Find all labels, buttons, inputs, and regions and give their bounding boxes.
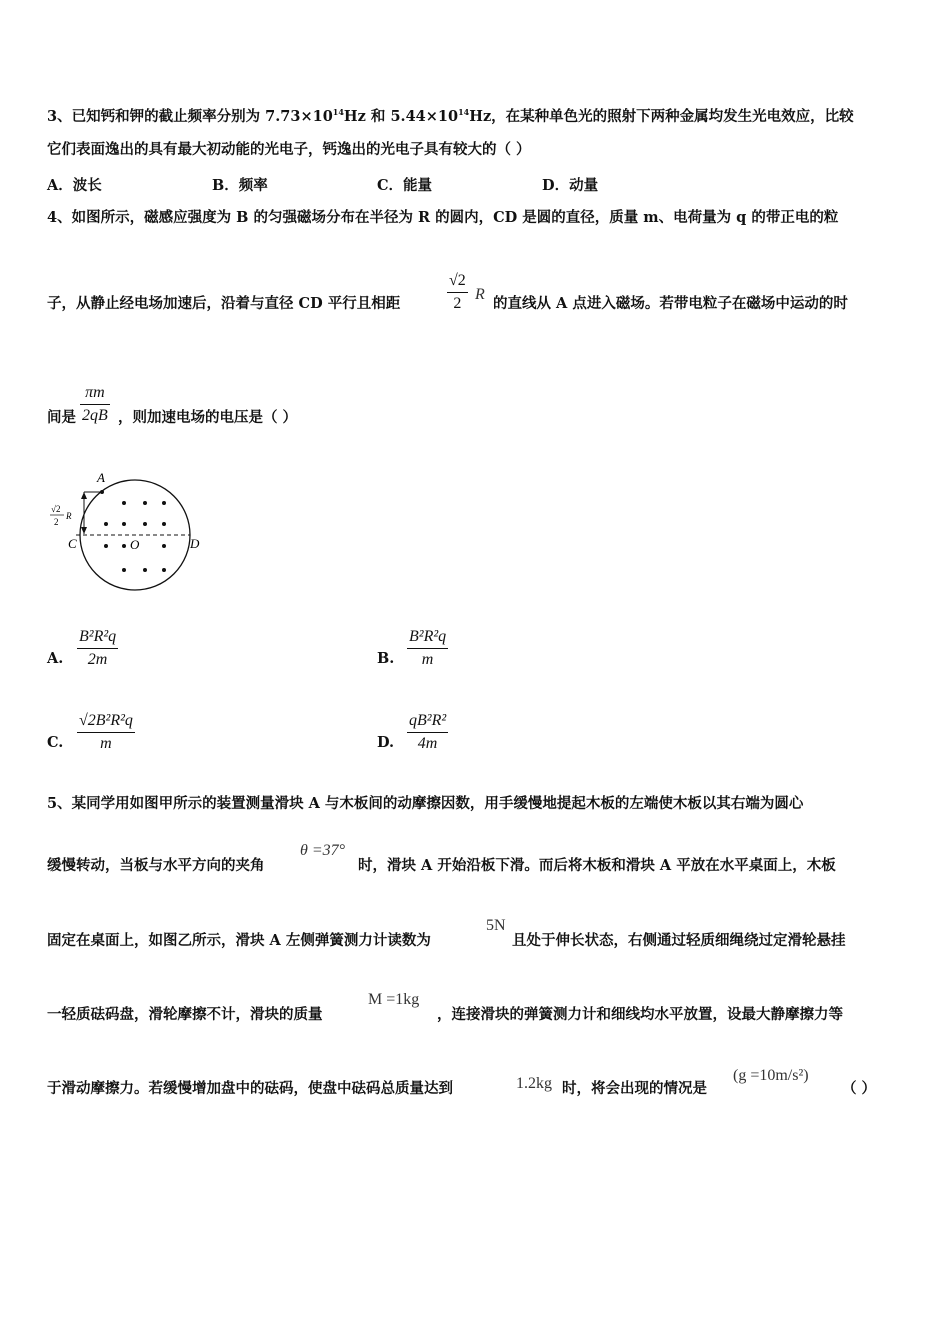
q5-line-2a: 缓慢转动，当板与水平方向的夹角 — [47, 857, 265, 874]
q4-line-3a: 间是 — [47, 409, 76, 426]
q3-option-d: D．动量 — [542, 177, 599, 194]
q4-time-fraction: $\frac{\pi m}{2qB}$ — [82, 384, 108, 424]
q4-line-1: 4、如图所示，磁感应强度为 B 的匀强磁场分布在半径为 R 的圆内，CD 是圆的直径，质量 m、电荷量为 q 的带正电的粒 — [47, 209, 839, 226]
label-d: D — [190, 536, 200, 551]
q3-option-b: B．频率 — [212, 177, 268, 194]
q4-option-a-fraction: $\frac{\text{B²R²q}}{2m}$ — [79, 628, 117, 668]
q5-line-1: 5、某同学用如图甲所示的装置测量滑块 A 与木板间的动摩擦因数，用手缓慢地提起木板的左端使木板以其右端为圆心 — [47, 795, 804, 812]
q4-line-2b: 的直线从 A 点进入磁场。若带电粒子在磁场中运动的时 — [493, 295, 848, 312]
q5-line-3a: 固定在桌面上，如图乙所示，滑块 A 左侧弹簧测力计读数为 — [47, 932, 431, 949]
label-a: A — [97, 470, 105, 485]
q5-line-5b: 时，将会出现的情况是 — [562, 1080, 707, 1097]
q4-option-c-fraction: $\frac{\text{√2B²R²q}}{m}$ — [79, 712, 133, 752]
q5-line-4a: 一轻质砝码盘，滑轮摩擦不计，滑块的质量 — [47, 1006, 323, 1023]
q3-option-c: C．能量 — [377, 177, 433, 194]
label-o: O — [130, 537, 140, 552]
label-c: C — [68, 536, 77, 551]
q5-line-4b: ，连接滑块的弹簧测力计和细线均水平放置，设最大静摩擦力等 — [437, 1006, 843, 1023]
q5-mass: M =1kg — [368, 991, 420, 1008]
dist-label-num: √2 — [51, 504, 61, 514]
q4-line-3b: ，则加速电场的电压是（ ） — [118, 409, 298, 426]
q3-option-a: A．波长 — [47, 177, 102, 194]
q4-option-a-label: A. — [47, 650, 64, 667]
q5-total-mass: 1.2kg — [516, 1075, 552, 1092]
q5-line-3b: 且处于伸长状态，右侧通过轻质细绳绕过定滑轮悬挂 — [512, 932, 846, 949]
magnetic-field-diagram — [44, 468, 214, 598]
q3-line-1: 3、已知钙和钾的截止频率分别为 $7.73\times 10^{14}Hz$ 和 $5.44\times 10^{14}Hz$，在某种单色光的照射下两种金属均发生光电效应，比较 — [47, 107, 854, 125]
q4-distance-var: R — [475, 286, 485, 303]
q4-option-b-fraction: $\frac{\text{B²R²q}}{m}$ — [409, 628, 447, 668]
q4-option-d-label: D. — [377, 734, 395, 751]
dist-label-den: 2 — [54, 517, 59, 527]
q5-line-2b: 时，滑块 A 开始沿板下滑。而后将木板和滑块 A 平放在水平桌面上，木板 — [358, 857, 836, 874]
q5-gravity: (g =10m/s²) — [733, 1067, 809, 1084]
q4-line-2a: 子，从静止经电场加速后，沿着与直径 CD 平行且相距 — [47, 295, 401, 312]
q5-line-5a: 于滑动摩擦力。若缓慢增加盘中的砝码，使盘中砝码总质量达到 — [47, 1080, 453, 1097]
q4-option-b-label: B. — [377, 650, 395, 667]
q4-distance-fraction: $\frac{√2}{2}$ — [449, 272, 466, 312]
dist-label-var: R — [66, 511, 72, 521]
q4-option-d-fraction: $\frac{\text{qB²R²}}{4m}$ — [409, 712, 447, 752]
q3-line-2: 它们表面逸出的具有最大初动能的光电子，钙逸出的光电子具有较大的（ ） — [47, 141, 531, 158]
q5-line-5c: （ ） — [842, 1080, 877, 1097]
q5-angle: θ =37° — [300, 842, 346, 859]
q4-option-c-label: C. — [47, 734, 64, 751]
q5-force: 5N — [486, 917, 506, 934]
